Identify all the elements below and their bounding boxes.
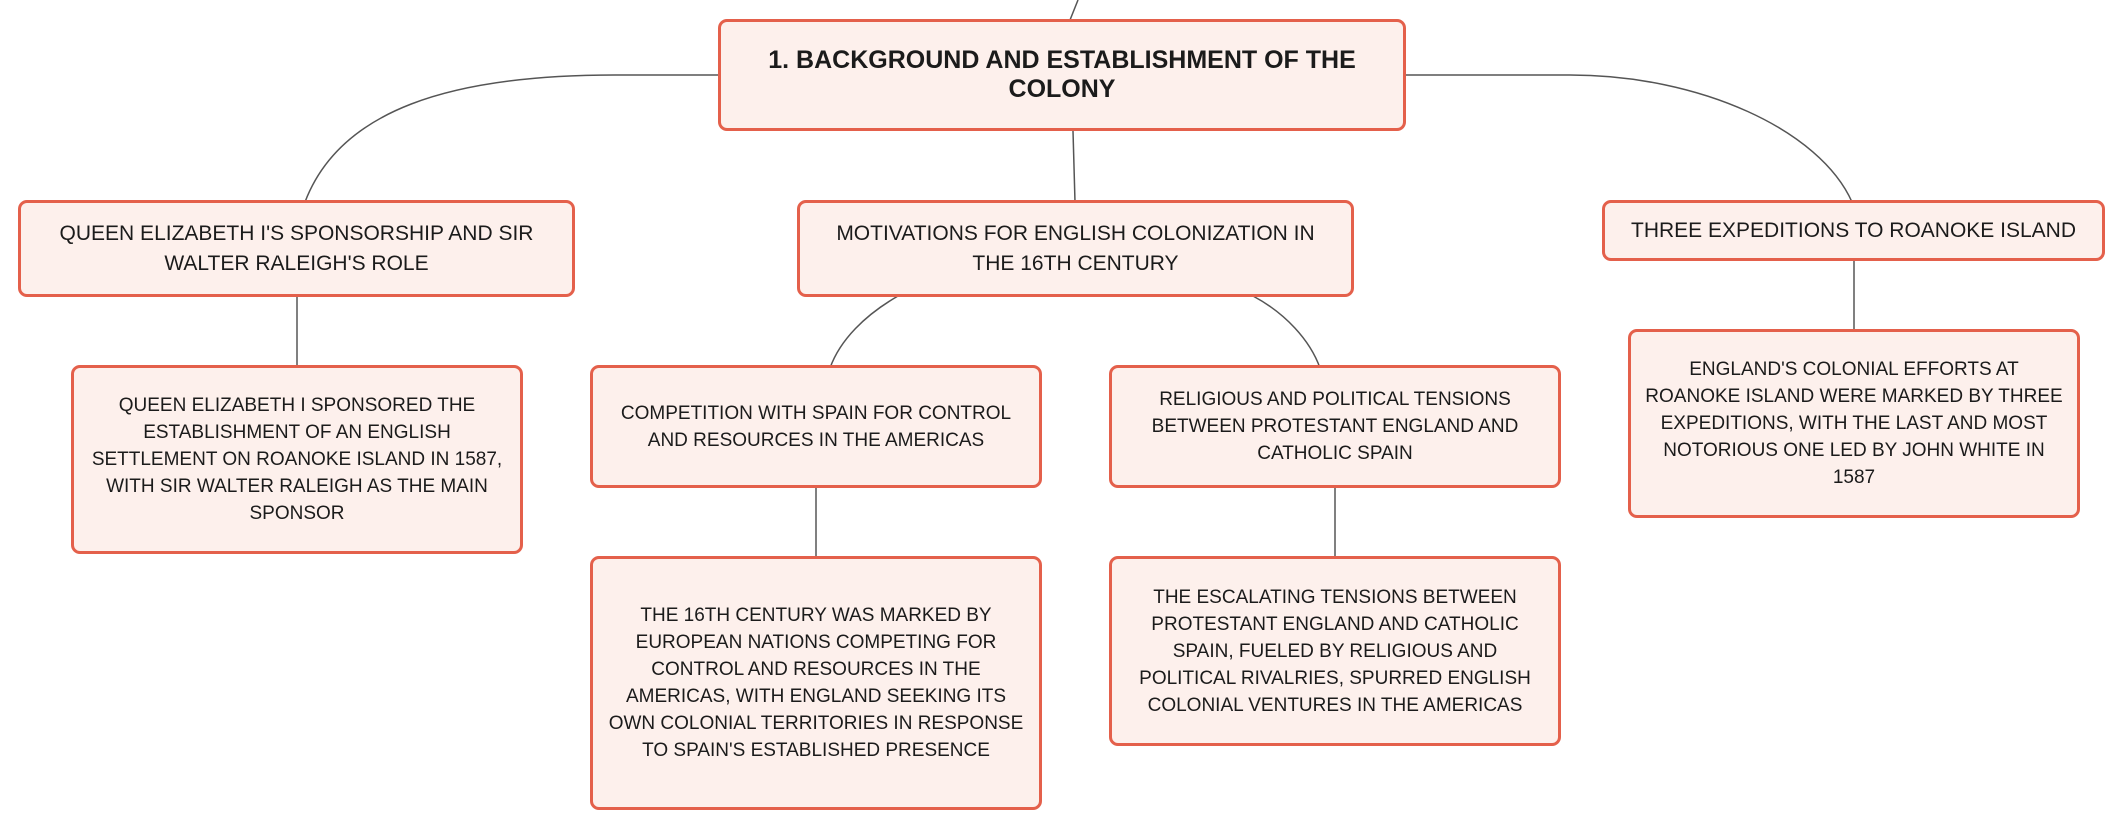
connector-motivations-to-tensions bbox=[1253, 296, 1320, 368]
subtopic-node-label: COMPETITION WITH SPAIN FOR CONTROL AND RESOURCES IN THE AMERICAS bbox=[620, 402, 1012, 451]
connector-root-to-motivations bbox=[1073, 131, 1075, 202]
connector-root-to-expeditions bbox=[1406, 75, 1852, 202]
topic-node-label: MOTIVATIONS FOR ENGLISH COLONIZATION IN THE 16TH CENTURY bbox=[836, 221, 1315, 275]
topic-node-sponsorship[interactable] bbox=[18, 200, 575, 297]
detail-node-expeditions[interactable] bbox=[1628, 329, 2080, 518]
topic-node-expeditions[interactable] bbox=[1602, 200, 2105, 261]
subtopic-node-label: RELIGIOUS AND POLITICAL TENSIONS BETWEEN PROTESTANT ENGLAND AND CATHOLIC SPAIN bbox=[1151, 389, 1519, 464]
detail-node-label: THE 16TH CENTURY WAS MARKED BY EUROPEAN NATIONS COMPETING FOR CONTROL AND RESOURCES IN THE AMERICAS, WITH ENGLAND SEEKING ITS OWN COLONIAL TERRITORIES IN RESPONSE TO SPAIN'S ESTABLISHED PRESENCE bbox=[608, 605, 1024, 761]
detail-node-competition[interactable] bbox=[590, 556, 1042, 810]
detail-node-tensions[interactable] bbox=[1109, 556, 1561, 746]
topic-node-motivations[interactable] bbox=[797, 200, 1354, 297]
connector-parent-stub bbox=[1070, 0, 1078, 20]
connector-motivations-to-competition bbox=[830, 296, 898, 368]
detail-node-sponsorship[interactable] bbox=[71, 365, 523, 554]
root-node-label: 1. BACKGROUND AND ESTABLISHMENT OF THE COLONY bbox=[768, 46, 1356, 103]
detail-node-label: QUEEN ELIZABETH I SPONSORED THE ESTABLISHMENT OF AN ENGLISH SETTLEMENT ON ROANOKE ISLAND IN 1587, WITH SIR WALTER RALEIGH AS THE MAIN SPONSOR bbox=[91, 395, 503, 524]
detail-node-label: THE ESCALATING TENSIONS BETWEEN PROTESTANT ENGLAND AND CATHOLIC SPAIN, FUELED BY RELIGIOUS AND POLITICAL RIVALRIES, SPURRED ENGLISH COLONIAL VENTURES IN THE AMERICAS bbox=[1139, 586, 1531, 716]
detail-node-label: ENGLAND'S COLONIAL EFFORTS AT ROANOKE ISLAND WERE MARKED BY THREE EXPEDITIONS, WITH THE LAST AND MOST NOTORIOUS ONE LED BY JOHN WHITE IN 1587 bbox=[1645, 359, 2063, 488]
topic-node-label: QUEEN ELIZABETH I'S SPONSORSHIP AND SIR WALTER RALEIGH'S ROLE bbox=[59, 221, 534, 275]
connector-root-to-sponsorship bbox=[305, 75, 718, 202]
topic-node-label: THREE EXPEDITIONS TO ROANOKE ISLAND bbox=[1631, 218, 2076, 242]
subtopic-node-competition[interactable] bbox=[590, 365, 1042, 488]
subtopic-node-tensions[interactable] bbox=[1109, 365, 1561, 488]
root-node[interactable] bbox=[718, 19, 1406, 131]
